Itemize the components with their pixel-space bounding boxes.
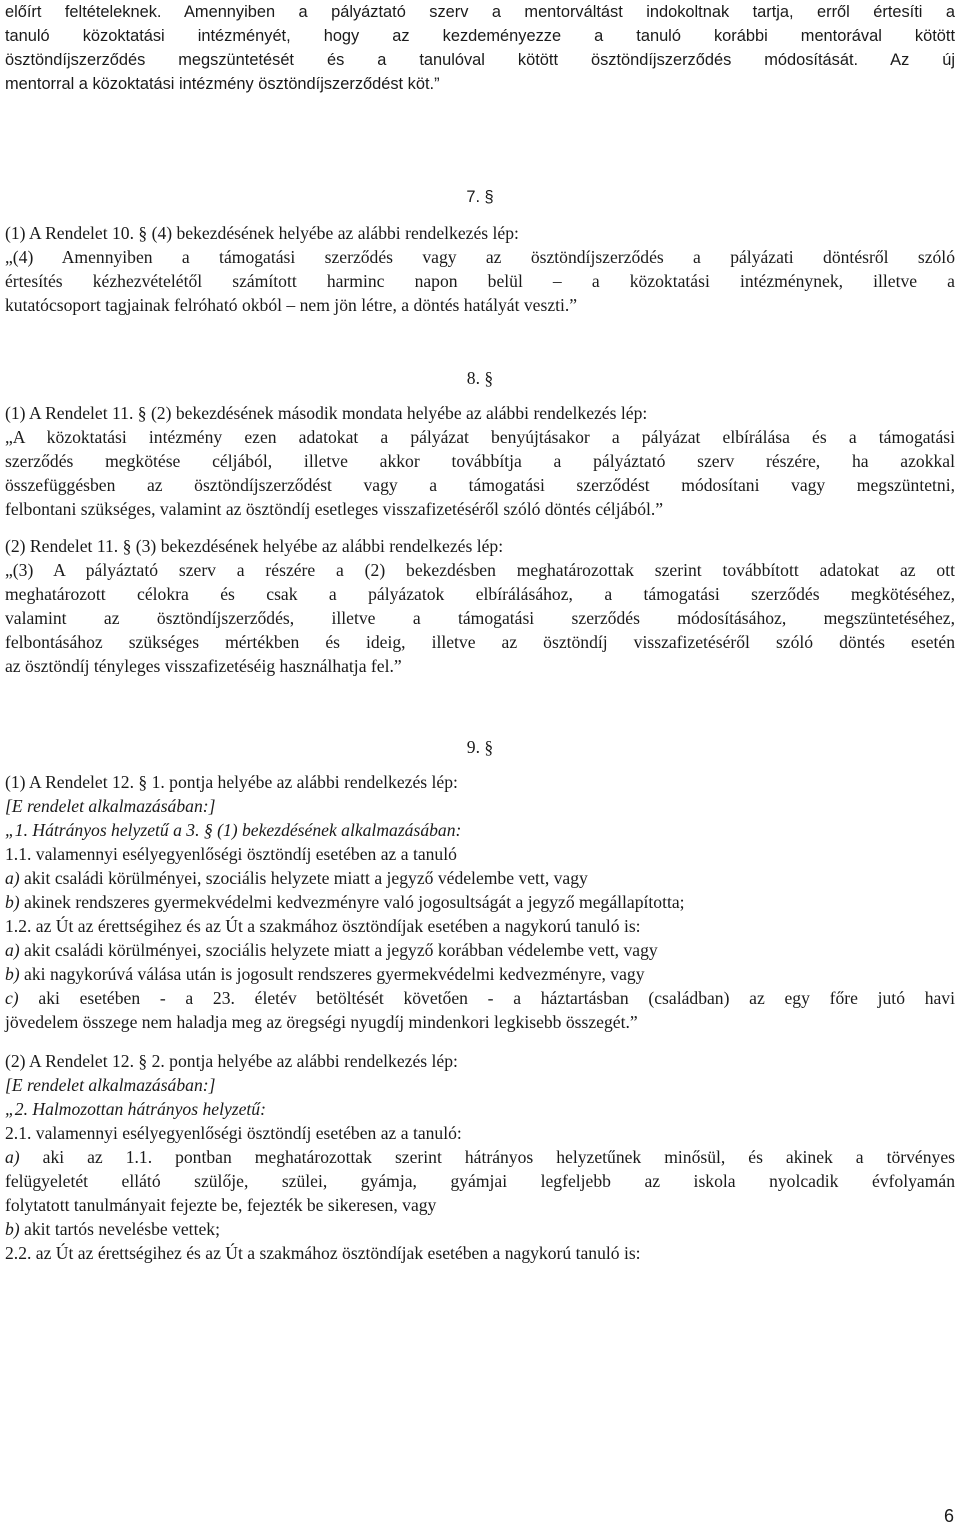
item-text: akit családi körülményei, szociális helyzete miatt a jegyző korábban védelembe vett, vagy xyxy=(19,940,658,960)
text-line: folytatott tanulmányait fejezte be, fejezték be sikeresen, vagy xyxy=(5,1195,437,1215)
text-line: az ösztöndíj tényleges visszafizetéséig használhatja fel.” xyxy=(5,656,402,676)
text-line: „(4) Amennyiben a támogatási szerződés vagy az ösztöndíjszerződés a pályázati döntésről szóló xyxy=(5,247,955,267)
item-letter: a) xyxy=(5,868,20,888)
item-letter: b) xyxy=(5,1219,20,1239)
section-heading-8: 8. § xyxy=(466,368,494,388)
subpoint: 2.2. az Út az érettségihez és az Út a szakmához ösztöndíjak esetében a nagykorú tanuló is: xyxy=(5,1243,641,1263)
bracket-note: [E rendelet alkalmazásában:] xyxy=(5,1075,216,1095)
text-line: felügyeletét ellátó szülője, szülei, gyámja, gyámjai legfeljebb az iskola nyolcadik évfolyamán xyxy=(5,1171,955,1191)
section-heading-7: 7. § xyxy=(466,188,494,206)
subpoint: 1.2. az Út az érettségihez és az Út a szakmához ösztöndíjak esetében a nagykorú tanuló is: xyxy=(5,916,641,936)
text-line: tanuló közoktatási intézményét, hogy az kezdeményezze a tanuló korábbi mentorával kötött xyxy=(5,27,955,45)
text-line: jövedelem összege nem haladja meg az öregségi nyugdíj mindenkori legkisebb összegét.” xyxy=(5,1012,638,1032)
point-title: „2. Halmozottan hátrányos helyzetű: xyxy=(5,1099,266,1119)
item-text: akit családi körülményei, szociális helyzete miatt a jegyző védelembe vett, vagy xyxy=(19,868,588,888)
text-line: meghatározott célokra és csak a pályázatok elbírálásához, a támogatási szerződés megkötéséhez, xyxy=(5,584,955,604)
list-item xyxy=(5,938,955,962)
point-title: „1. Hátrányos helyzetű a 3. § (1) bekezdésének alkalmazásában: xyxy=(5,820,462,840)
item-letter: c) xyxy=(5,988,19,1008)
list-item xyxy=(5,1145,955,1169)
text-line: értesítés kézhezvételétől számított harminc napon belül – a közoktatási intézménynek, illetve a xyxy=(5,271,955,291)
text-line: szerződés megkötése céljából, illetve akkor továbbítja a pályáztató szerv részére, ha azokkal xyxy=(5,451,955,471)
item-letter: a) xyxy=(5,940,20,960)
page-number: 6 xyxy=(943,1506,954,1526)
subpoint: 2.1. valamennyi esélyegyenlőségi ösztöndíj esetében az a tanuló: xyxy=(5,1123,462,1143)
text-line: „A közoktatási intézmény ezen adatokat a pályázat benyújtásakor a pályázat elbírálása és a támogatási xyxy=(5,427,955,447)
amendment-intro: (1) A Rendelet 10. § (4) bekezdésének helyébe az alábbi rendelkezés lép: xyxy=(5,223,519,243)
text-line: „(3) A pályáztató szerv a részére a (2) bekezdésben meghatározottak szerint továbbított adatokat az ott xyxy=(5,560,955,580)
text-line: valamint az ösztöndíjszerződés, illetve a támogatási szerződés módosításához, megszüntetéséhez, xyxy=(5,608,955,628)
text-line: kutatócsoport tagjainak felróható okból – nem jön létre, a döntés hatályát veszti.” xyxy=(5,295,578,315)
list-item xyxy=(5,890,955,914)
item-text: aki esetében - a 23. életév betöltését követően - a háztartásban (családban) az egy főre jutó havi xyxy=(18,988,955,1008)
text-line: mentorral a közoktatási intézmény ösztöndíjszerződést köt.” xyxy=(5,75,440,93)
item-letter: a) xyxy=(5,1147,20,1167)
text-line: előírt feltételeknek. Amennyiben a pályáztató szerv a mentorváltást indokoltnak tartja, erről értesíti a xyxy=(5,3,955,21)
subpoint: 1.1. valamennyi esélyegyenlőségi ösztöndíj esetében az a tanuló xyxy=(5,844,457,864)
item-text: aki nagykorúvá válása után is jogosult rendszeres gyermekvédelmi kedvezményre, vagy xyxy=(19,964,645,984)
item-letter: b) xyxy=(5,892,20,912)
list-item xyxy=(5,866,955,890)
list-item xyxy=(5,986,955,1010)
amendment-intro: (1) A Rendelet 12. § 1. pontja helyébe az alábbi rendelkezés lép: xyxy=(5,772,458,792)
list-item xyxy=(5,962,955,986)
item-text: aki az 1.1. pontban meghatározottak szerint hátrányos helyzetűnek minősül, és akinek a törvényes xyxy=(19,1147,955,1167)
text-line: felbontásához szükséges mértékben és ideig, illetve az ösztöndíj visszafizetéséről szóló döntés esetén xyxy=(5,632,955,652)
item-text: akinek rendszeres gyermekvédelmi kedvezményre való jogosultságát a jegyző megállapította; xyxy=(19,892,685,912)
item-letter: b) xyxy=(5,964,20,984)
bracket-note: [E rendelet alkalmazásában:] xyxy=(5,796,216,816)
amendment-intro: (2) A Rendelet 12. § 2. pontja helyébe az alábbi rendelkezés lép: xyxy=(5,1051,458,1071)
text-line: felbontani szükséges, valamint az ösztöndíj esetleges visszafizetéséről szóló döntés céljából.” xyxy=(5,499,664,519)
text-line: ösztöndíjszerződés megszüntetését és a tanulóval kötött ösztöndíjszerződés módosítását. Az új xyxy=(5,51,955,69)
text-line: összefüggésben az ösztöndíjszerződést vagy a támogatási szerződést módosítani vagy megszüntetni, xyxy=(5,475,955,495)
item-text: akit tartós nevelésbe vettek; xyxy=(19,1219,220,1239)
section-heading-9: 9. § xyxy=(466,737,494,757)
amendment-intro: (1) A Rendelet 11. § (2) bekezdésének második mondata helyébe az alábbi rendelkezés lép: xyxy=(5,403,648,423)
amendment-intro: (2) Rendelet 11. § (3) bekezdésének helyébe az alábbi rendelkezés lép: xyxy=(5,536,504,556)
list-item xyxy=(5,1217,955,1241)
